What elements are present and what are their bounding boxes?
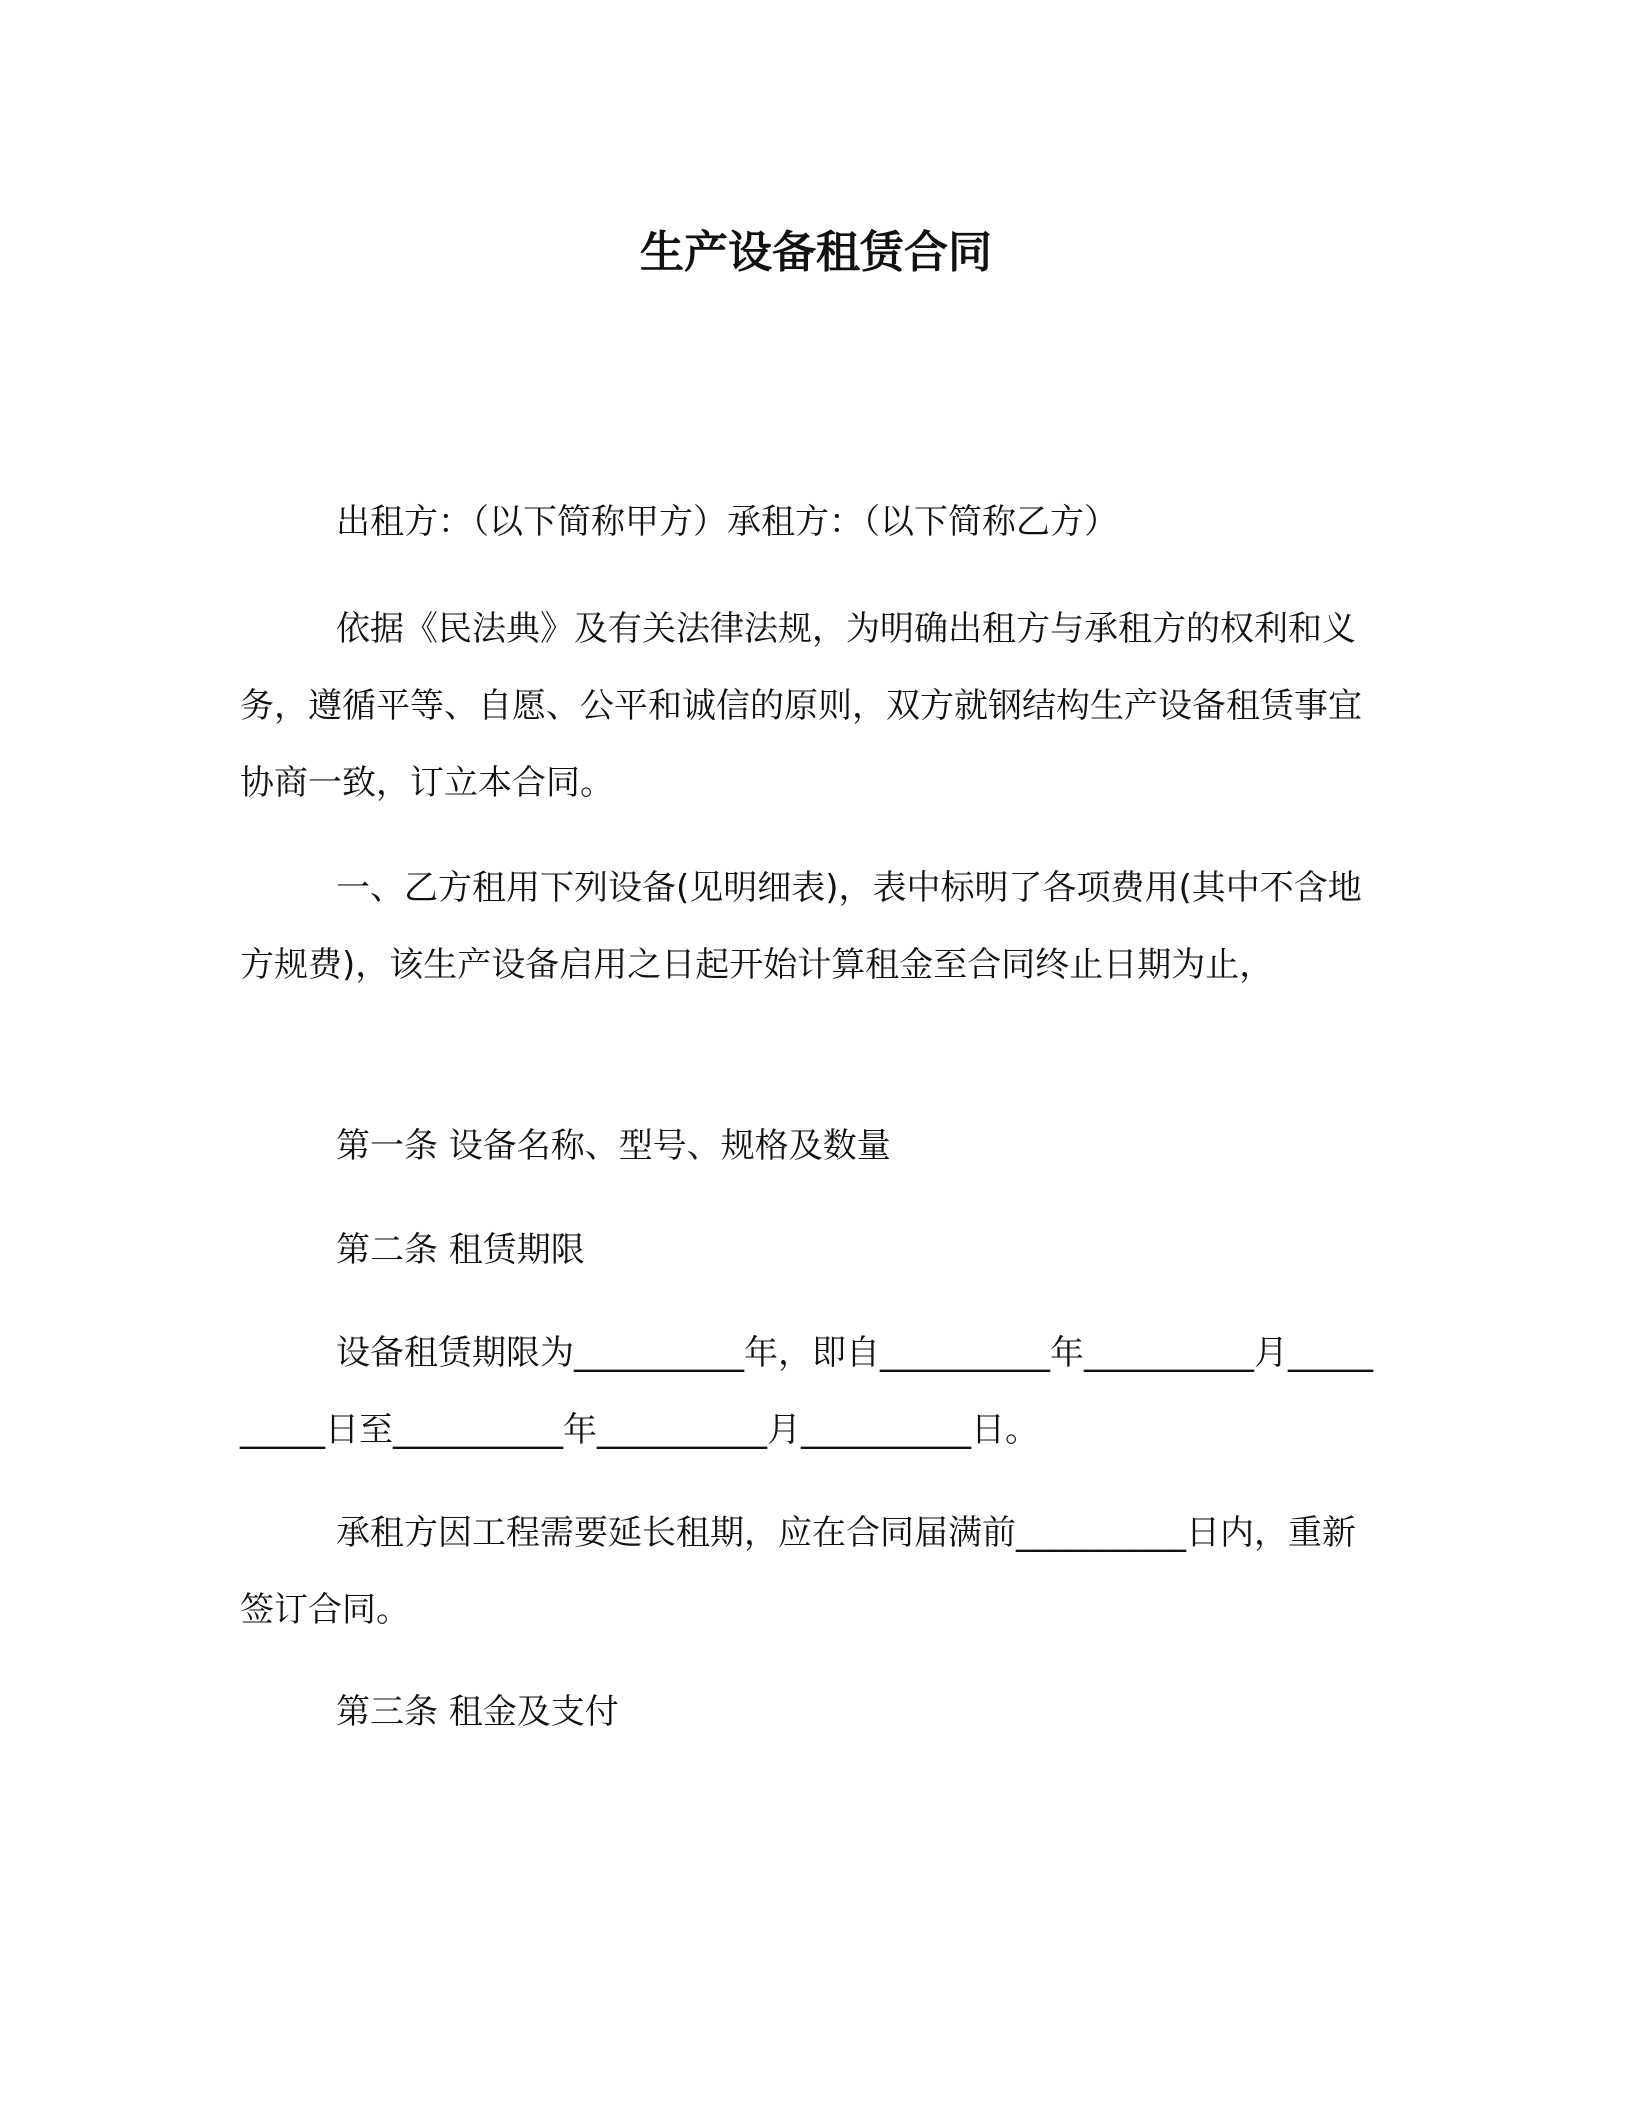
- lease-term-paragraph: 设备租赁期限为__________年，即自__________年__________月__________日至__________年__________月__________日。: [240, 1333, 1373, 1450]
- parties-paragraph: 出租方：（以下简称甲方）承租方：（以下简称乙方）: [336, 502, 1118, 542]
- renewal-paragraph: 承租方因工程需要延长租期，应在合同届满前__________日内，重新签订合同。: [240, 1513, 1356, 1630]
- document-title: 生产设备租赁合同: [640, 227, 992, 278]
- clause-one-paragraph: 一、乙方租用下列设备(见明细表)，表中标明了各项费用(其中不含地方规费)，该生产设备启用之日起开始计算租金至合同终止日期为止，: [240, 868, 1362, 985]
- article-two-heading: 第二条 租赁期限: [336, 1230, 585, 1270]
- basis-paragraph: 依据《民法典》及有关法律法规，为明确出租方与承租方的权利和义务，遵循平等、自愿、公平和诚信的原则，双方就钢结构生产设备租赁事宜协商一致，订立本合同。: [240, 609, 1362, 803]
- article-one-heading: 第一条 设备名称、型号、规格及数量: [336, 1126, 891, 1166]
- article-three-heading: 第三条 租金及支付: [336, 1692, 619, 1732]
